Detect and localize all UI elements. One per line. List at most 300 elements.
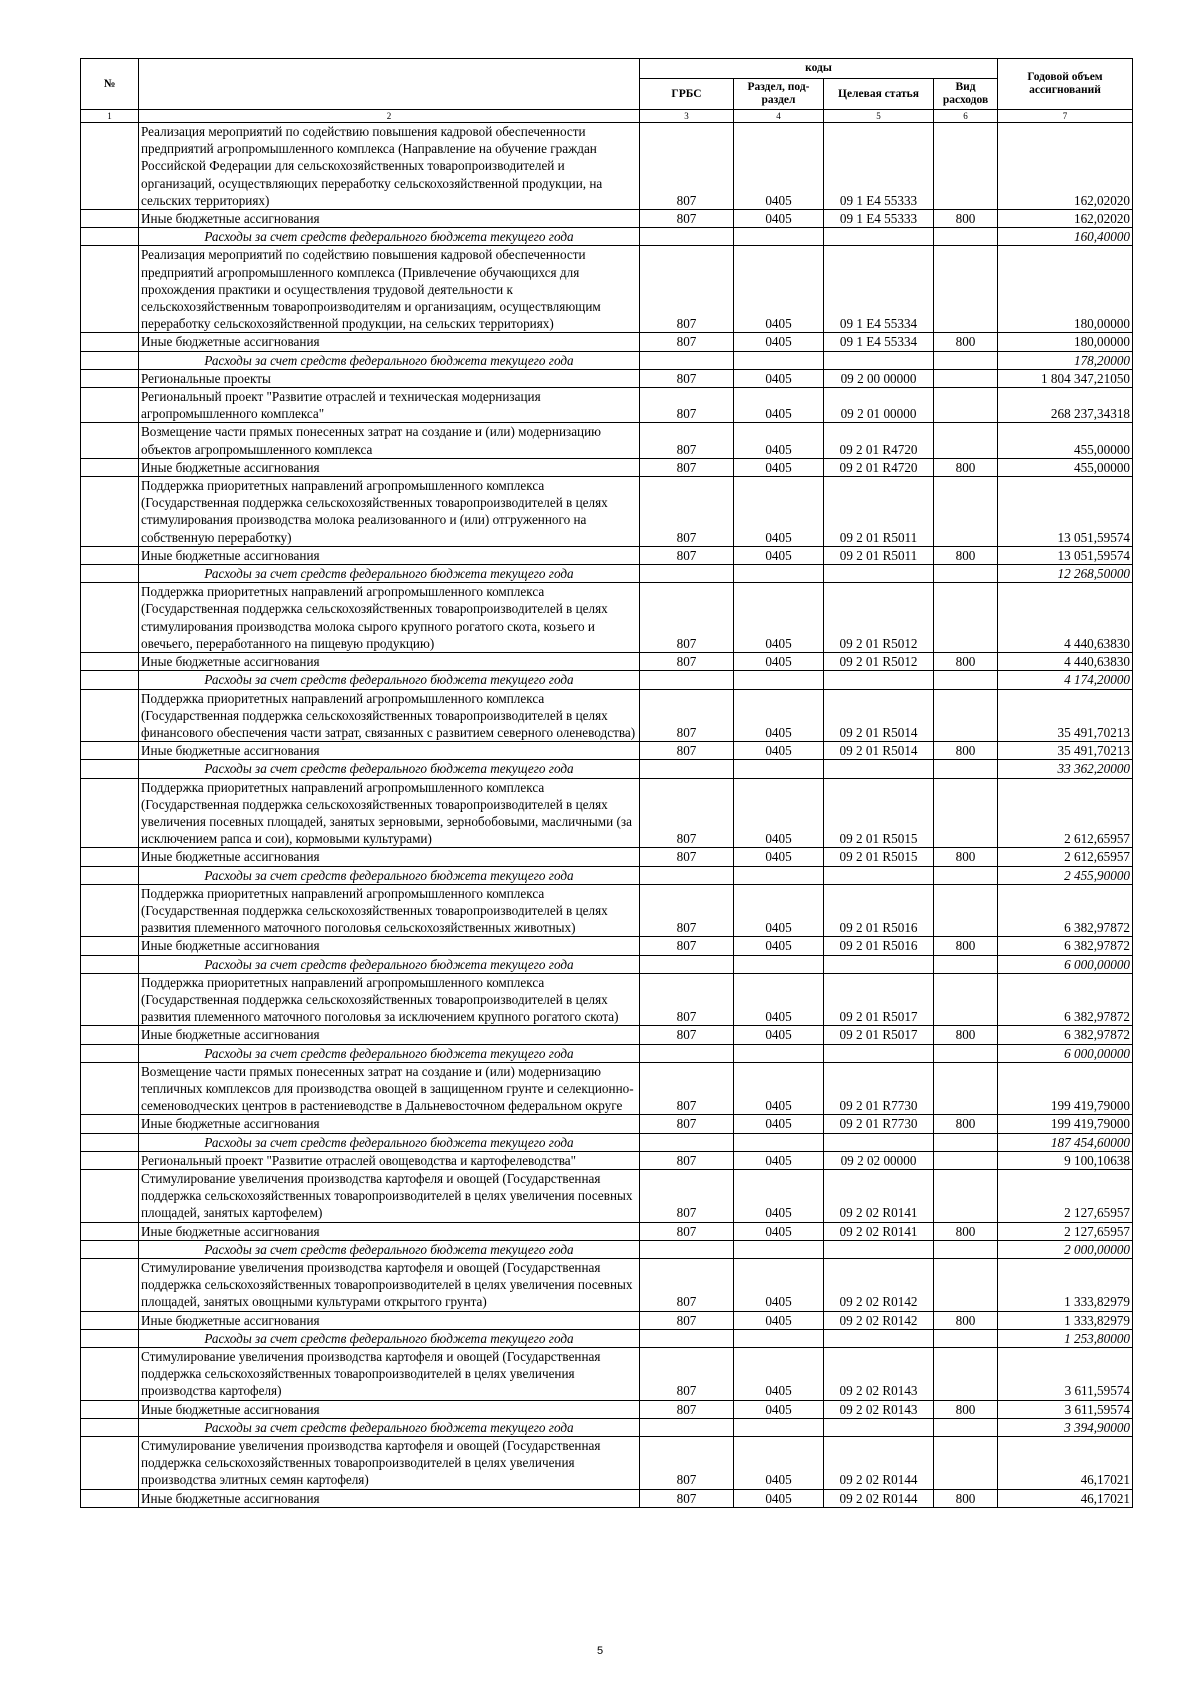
table-row: [81, 778, 1133, 848]
table-row: [81, 583, 1133, 653]
cell-cel: 09 2 02 R0141: [824, 1222, 934, 1240]
cell-vid: 800: [934, 848, 998, 866]
table-row: [81, 689, 1133, 742]
cell-name: Региональный проект "Развитие отраслей и техническая модернизация агропромышленного комплекса": [139, 388, 640, 423]
cell-grbs: 807: [640, 689, 734, 742]
cell-grbs: [640, 1044, 734, 1062]
cell-grbs: [640, 228, 734, 246]
cell-cel: 09 1 E4 55333: [824, 123, 934, 210]
cell-sum: 12 268,50000: [998, 565, 1133, 583]
cell-sum: 4 174,20000: [998, 671, 1133, 689]
cell-num: [81, 210, 139, 228]
cell-num: [81, 351, 139, 369]
cell-razdel: 0405: [734, 369, 824, 387]
cell-sum: 6 382,97872: [998, 937, 1133, 955]
cell-cel: [824, 760, 934, 778]
cell-cel: [824, 955, 934, 973]
cell-grbs: 807: [640, 210, 734, 228]
cell-grbs: 807: [640, 388, 734, 423]
cell-razdel: 0405: [734, 123, 824, 210]
cell-razdel: 0405: [734, 477, 824, 547]
cell-vid: [934, 760, 998, 778]
cell-razdel: [734, 1044, 824, 1062]
cell-razdel: [734, 351, 824, 369]
table-row: [81, 1222, 1133, 1240]
cell-name: Иные бюджетные ассигнования: [139, 1311, 640, 1329]
cell-name: Расходы за счет средств федерального бюджета текущего года: [139, 760, 640, 778]
cell-razdel: [734, 1329, 824, 1347]
column-number: 5: [824, 110, 934, 123]
cell-razdel: [734, 955, 824, 973]
cell-sum: 46,17021: [998, 1437, 1133, 1490]
cell-grbs: 807: [640, 477, 734, 547]
cell-name: Расходы за счет средств федерального бюджета текущего года: [139, 671, 640, 689]
cell-vid: [934, 1240, 998, 1258]
cell-razdel: 0405: [734, 583, 824, 653]
cell-name: Поддержка приоритетных направлений агропромышленного комплекса (Государственная поддержка сельскохозяйственных товаропроизводителей в целях стимулирования производства молока сырого крупного рогатого скота, козьего и овечьего, переработанного на пищевую продукцию): [139, 583, 640, 653]
cell-cel: 09 2 01 00000: [824, 388, 934, 423]
cell-vid: [934, 866, 998, 884]
cell-sum: 3 611,59574: [998, 1348, 1133, 1401]
table-row: [81, 246, 1133, 333]
cell-grbs: 807: [640, 937, 734, 955]
cell-grbs: [640, 866, 734, 884]
cell-sum: 6 382,97872: [998, 884, 1133, 937]
cell-sum: 180,00000: [998, 333, 1133, 351]
cell-vid: [934, 351, 998, 369]
federal-budget-row: [81, 955, 1133, 973]
cell-cel: 09 2 01 R5016: [824, 937, 934, 955]
cell-vid: [934, 778, 998, 848]
cell-vid: 800: [934, 1400, 998, 1418]
cell-vid: 800: [934, 333, 998, 351]
cell-sum: 1 333,82979: [998, 1311, 1133, 1329]
cell-name: Поддержка приоритетных направлений агропромышленного комплекса (Государственная поддержка сельскохозяйственных товаропроизводителей в целях развития племенного маточного поголовья сельскохозяйственных животных): [139, 884, 640, 937]
cell-vid: 800: [934, 1311, 998, 1329]
cell-cel: 09 2 01 R5017: [824, 1026, 934, 1044]
cell-cel: [824, 671, 934, 689]
cell-sum: 199 419,79000: [998, 1062, 1133, 1115]
cell-sum: 2 612,65957: [998, 848, 1133, 866]
cell-cel: 09 2 01 R5012: [824, 583, 934, 653]
cell-num: [81, 1222, 139, 1240]
cell-sum: 162,02020: [998, 210, 1133, 228]
cell-razdel: 0405: [734, 848, 824, 866]
cell-num: [81, 1026, 139, 1044]
cell-razdel: 0405: [734, 546, 824, 564]
federal-budget-row: [81, 351, 1133, 369]
cell-num: [81, 848, 139, 866]
cell-sum: 1 333,82979: [998, 1259, 1133, 1312]
cell-cel: [824, 1044, 934, 1062]
cell-num: [81, 1329, 139, 1347]
cell-sum: 13 051,59574: [998, 477, 1133, 547]
cell-cel: [824, 1418, 934, 1436]
cell-name: Иные бюджетные ассигнования: [139, 742, 640, 760]
cell-cel: 09 1 E4 55334: [824, 333, 934, 351]
cell-vid: 800: [934, 1026, 998, 1044]
cell-vid: 800: [934, 1115, 998, 1133]
cell-name: Стимулирование увеличения производства картофеля и овощей (Государственная поддержка сельскохозяйственных товаропроизводителей в целях увеличения посевных площадей, занятых овощными культурами открытого грунта): [139, 1259, 640, 1312]
cell-name: Расходы за счет средств федерального бюджета текущего года: [139, 1044, 640, 1062]
federal-budget-row: [81, 1044, 1133, 1062]
cell-sum: 187 454,60000: [998, 1133, 1133, 1151]
table-row: [81, 1437, 1133, 1490]
cell-sum: 199 419,79000: [998, 1115, 1133, 1133]
cell-cel: [824, 1240, 934, 1258]
cell-razdel: [734, 866, 824, 884]
cell-vid: [934, 228, 998, 246]
cell-sum: 162,02020: [998, 123, 1133, 210]
table-row: [81, 458, 1133, 476]
cell-vid: 800: [934, 937, 998, 955]
cell-razdel: 0405: [734, 388, 824, 423]
header-vid: Вид расходов: [934, 79, 998, 110]
cell-grbs: [640, 1329, 734, 1347]
cell-num: [81, 1169, 139, 1222]
cell-name: Стимулирование увеличения производства картофеля и овощей (Государственная поддержка сельскохозяйственных товаропроизводителей в целях увеличения производства элитных семян картофеля): [139, 1437, 640, 1490]
cell-grbs: 807: [640, 1400, 734, 1418]
cell-cel: [824, 228, 934, 246]
column-number: 4: [734, 110, 824, 123]
cell-razdel: 0405: [734, 1062, 824, 1115]
cell-grbs: [640, 1133, 734, 1151]
cell-vid: [934, 955, 998, 973]
table-row: [81, 1400, 1133, 1418]
cell-razdel: 0405: [734, 1489, 824, 1507]
cell-sum: 2 127,65957: [998, 1169, 1133, 1222]
cell-razdel: 0405: [734, 246, 824, 333]
cell-sum: 4 440,63830: [998, 653, 1133, 671]
cell-razdel: 0405: [734, 1026, 824, 1044]
header-grbs: ГРБС: [640, 79, 734, 110]
cell-name: Региональные проекты: [139, 369, 640, 387]
cell-name: Реализация мероприятий по содействию повышения кадровой обеспеченности предприятий агропромышленного комплекса (Привлечение обучающихся для прохождения практики и осуществления трудовой деятельности к сельскохозяйственным товаропроизводителям и организациям, осуществляющим переработку сельскохозяйственной продукции, на сельских территориях): [139, 246, 640, 333]
cell-grbs: [640, 351, 734, 369]
cell-grbs: 807: [640, 1151, 734, 1169]
cell-num: [81, 1062, 139, 1115]
cell-grbs: [640, 1240, 734, 1258]
cell-num: [81, 1489, 139, 1507]
federal-budget-row: [81, 228, 1133, 246]
cell-razdel: 0405: [734, 742, 824, 760]
cell-razdel: 0405: [734, 937, 824, 955]
table-row: [81, 546, 1133, 564]
cell-vid: [934, 1169, 998, 1222]
cell-grbs: 807: [640, 1169, 734, 1222]
cell-vid: [934, 388, 998, 423]
cell-num: [81, 1133, 139, 1151]
table-row: [81, 333, 1133, 351]
cell-vid: [934, 1348, 998, 1401]
table-row: [81, 1115, 1133, 1133]
cell-razdel: 0405: [734, 689, 824, 742]
cell-grbs: 807: [640, 1115, 734, 1133]
cell-num: [81, 653, 139, 671]
cell-vid: [934, 246, 998, 333]
cell-razdel: 0405: [734, 1169, 824, 1222]
table-row: [81, 937, 1133, 955]
cell-cel: 09 2 01 R5017: [824, 973, 934, 1026]
cell-vid: 800: [934, 210, 998, 228]
cell-grbs: 807: [640, 369, 734, 387]
cell-num: [81, 423, 139, 458]
cell-razdel: [734, 671, 824, 689]
cell-sum: 2 127,65957: [998, 1222, 1133, 1240]
cell-name: Иные бюджетные ассигнования: [139, 1400, 640, 1418]
cell-name: Расходы за счет средств федерального бюджета текущего года: [139, 866, 640, 884]
cell-name: Расходы за счет средств федерального бюджета текущего года: [139, 228, 640, 246]
cell-razdel: 0405: [734, 778, 824, 848]
federal-budget-row: [81, 1329, 1133, 1347]
cell-cel: 09 1 E4 55333: [824, 210, 934, 228]
cell-vid: 800: [934, 653, 998, 671]
table-row: [81, 210, 1133, 228]
cell-vid: [934, 565, 998, 583]
cell-num: [81, 1044, 139, 1062]
cell-num: [81, 689, 139, 742]
cell-cel: 09 2 01 R5011: [824, 477, 934, 547]
federal-budget-row: [81, 1133, 1133, 1151]
cell-vid: [934, 1062, 998, 1115]
cell-sum: 6 000,00000: [998, 955, 1133, 973]
cell-cel: 09 2 01 R5014: [824, 689, 934, 742]
table-row: [81, 1348, 1133, 1401]
column-number: 7: [998, 110, 1133, 123]
cell-sum: 46,17021: [998, 1489, 1133, 1507]
cell-name: Иные бюджетные ассигнования: [139, 1026, 640, 1044]
cell-name: Расходы за счет средств федерального бюджета текущего года: [139, 1133, 640, 1151]
cell-grbs: 807: [640, 742, 734, 760]
cell-name: Стимулирование увеличения производства картофеля и овощей (Государственная поддержка сельскохозяйственных товаропроизводителей в целях увеличения посевных площадей, занятых картофелем): [139, 1169, 640, 1222]
cell-num: [81, 1240, 139, 1258]
cell-vid: 800: [934, 1222, 998, 1240]
cell-cel: 09 2 02 R0141: [824, 1169, 934, 1222]
cell-num: [81, 477, 139, 547]
cell-name: Возмещение части прямых понесенных затрат на создание и (или) модернизацию тепличных комплексов для производства овощей в защищенном грунте и селекционно-семеноводческих центров в растениеводстве в Дальневосточном федеральном округе: [139, 1062, 640, 1115]
cell-sum: 35 491,70213: [998, 742, 1133, 760]
cell-razdel: 0405: [734, 1115, 824, 1133]
cell-name: Расходы за счет средств федерального бюджета текущего года: [139, 351, 640, 369]
cell-cel: 09 2 02 R0144: [824, 1489, 934, 1507]
cell-sum: 180,00000: [998, 246, 1133, 333]
cell-sum: 3 394,90000: [998, 1418, 1133, 1436]
cell-num: [81, 546, 139, 564]
cell-num: [81, 1311, 139, 1329]
cell-vid: [934, 1418, 998, 1436]
header-celevaya: Целевая статья: [824, 79, 934, 110]
cell-num: [81, 388, 139, 423]
cell-name: Иные бюджетные ассигнования: [139, 848, 640, 866]
cell-cel: 09 2 01 R5016: [824, 884, 934, 937]
cell-vid: [934, 123, 998, 210]
federal-budget-row: [81, 671, 1133, 689]
cell-num: [81, 123, 139, 210]
cell-name: Иные бюджетные ассигнования: [139, 210, 640, 228]
cell-vid: [934, 1044, 998, 1062]
header-razdel: Раздел, под-раздел: [734, 79, 824, 110]
cell-cel: 09 2 02 00000: [824, 1151, 934, 1169]
cell-vid: 800: [934, 742, 998, 760]
cell-vid: [934, 1259, 998, 1312]
cell-grbs: 807: [640, 1489, 734, 1507]
cell-razdel: 0405: [734, 458, 824, 476]
cell-vid: [934, 1133, 998, 1151]
cell-sum: 4 440,63830: [998, 583, 1133, 653]
cell-cel: 09 2 01 R5015: [824, 848, 934, 866]
table-row: [81, 742, 1133, 760]
cell-razdel: 0405: [734, 423, 824, 458]
cell-num: [81, 565, 139, 583]
cell-name: Поддержка приоритетных направлений агропромышленного комплекса (Государственная поддержка сельскохозяйственных товаропроизводителей в целях финансового обеспечения части затрат, связанных с развитием северного оленеводства): [139, 689, 640, 742]
column-number: 6: [934, 110, 998, 123]
table-row: [81, 123, 1133, 210]
cell-num: [81, 333, 139, 351]
cell-num: [81, 760, 139, 778]
column-number: 2: [139, 110, 640, 123]
cell-name: Расходы за счет средств федерального бюджета текущего года: [139, 565, 640, 583]
cell-razdel: 0405: [734, 333, 824, 351]
cell-sum: 1 804 347,21050: [998, 369, 1133, 387]
cell-num: [81, 583, 139, 653]
header-number: №: [81, 59, 139, 110]
cell-cel: 09 2 02 R0142: [824, 1259, 934, 1312]
cell-razdel: 0405: [734, 1400, 824, 1418]
table-row: [81, 477, 1133, 547]
cell-sum: 6 000,00000: [998, 1044, 1133, 1062]
cell-cel: 09 1 E4 55334: [824, 246, 934, 333]
column-number: 1: [81, 110, 139, 123]
cell-name: Иные бюджетные ассигнования: [139, 1489, 640, 1507]
cell-num: [81, 955, 139, 973]
cell-name: Расходы за счет средств федерального бюджета текущего года: [139, 955, 640, 973]
cell-razdel: 0405: [734, 1222, 824, 1240]
cell-vid: [934, 423, 998, 458]
cell-num: [81, 742, 139, 760]
cell-name: Иные бюджетные ассигнования: [139, 653, 640, 671]
cell-grbs: 807: [640, 333, 734, 351]
cell-cel: 09 2 01 R5012: [824, 653, 934, 671]
cell-name: Региональный проект "Развитие отраслей овощеводства и картофелеводства": [139, 1151, 640, 1169]
cell-razdel: 0405: [734, 1348, 824, 1401]
table-row: [81, 388, 1133, 423]
cell-sum: 3 611,59574: [998, 1400, 1133, 1418]
cell-grbs: 807: [640, 1437, 734, 1490]
cell-num: [81, 369, 139, 387]
cell-name: Расходы за счет средств федерального бюджета текущего года: [139, 1329, 640, 1347]
cell-sum: 160,40000: [998, 228, 1133, 246]
cell-sum: 2 455,90000: [998, 866, 1133, 884]
cell-num: [81, 1400, 139, 1418]
cell-sum: 178,20000: [998, 351, 1133, 369]
cell-razdel: [734, 228, 824, 246]
cell-vid: [934, 884, 998, 937]
cell-cel: [824, 866, 934, 884]
cell-cel: 09 2 02 R0142: [824, 1311, 934, 1329]
cell-grbs: 807: [640, 653, 734, 671]
cell-vid: [934, 671, 998, 689]
cell-razdel: [734, 1133, 824, 1151]
cell-vid: 800: [934, 1489, 998, 1507]
cell-num: [81, 973, 139, 1026]
cell-sum: 35 491,70213: [998, 689, 1133, 742]
cell-cel: [824, 351, 934, 369]
cell-grbs: 807: [640, 546, 734, 564]
cell-vid: [934, 1329, 998, 1347]
cell-cel: 09 2 01 R7730: [824, 1115, 934, 1133]
cell-grbs: [640, 955, 734, 973]
table-row: [81, 369, 1133, 387]
table-row: [81, 1151, 1133, 1169]
cell-razdel: [734, 1418, 824, 1436]
table-row: [81, 1026, 1133, 1044]
cell-name: Поддержка приоритетных направлений агропромышленного комплекса (Государственная поддержка сельскохозяйственных товаропроизводителей в целях стимулирования производства молока реализованного и (или) отгруженного на собственную переработку): [139, 477, 640, 547]
cell-grbs: [640, 671, 734, 689]
table-row: [81, 423, 1133, 458]
table-row: [81, 1169, 1133, 1222]
cell-sum: 1 253,80000: [998, 1329, 1133, 1347]
table-row: [81, 1062, 1133, 1115]
cell-razdel: 0405: [734, 210, 824, 228]
cell-num: [81, 778, 139, 848]
federal-budget-row: [81, 760, 1133, 778]
cell-grbs: 807: [640, 583, 734, 653]
cell-sum: 455,00000: [998, 458, 1133, 476]
cell-num: [81, 671, 139, 689]
cell-sum: 13 051,59574: [998, 546, 1133, 564]
federal-budget-row: [81, 866, 1133, 884]
cell-name: Расходы за счет средств федерального бюджета текущего года: [139, 1240, 640, 1258]
cell-vid: [934, 1151, 998, 1169]
page-number: 5: [596, 1645, 604, 1657]
cell-sum: 6 382,97872: [998, 973, 1133, 1026]
column-number: 3: [640, 110, 734, 123]
cell-sum: 2 000,00000: [998, 1240, 1133, 1258]
table-row: [81, 653, 1133, 671]
cell-vid: [934, 477, 998, 547]
cell-name: Иные бюджетные ассигнования: [139, 458, 640, 476]
cell-sum: 455,00000: [998, 423, 1133, 458]
table-body: [81, 123, 1133, 1508]
cell-name: Поддержка приоритетных направлений агропромышленного комплекса (Государственная поддержка сельскохозяйственных товаропроизводителей в целях развития племенного маточного поголовья за исключением крупного рогатого скота): [139, 973, 640, 1026]
cell-grbs: 807: [640, 123, 734, 210]
cell-num: [81, 1348, 139, 1401]
cell-razdel: [734, 1240, 824, 1258]
cell-cel: 09 2 02 R0144: [824, 1437, 934, 1490]
cell-num: [81, 228, 139, 246]
cell-grbs: 807: [640, 1348, 734, 1401]
table-row: [81, 848, 1133, 866]
cell-grbs: 807: [640, 458, 734, 476]
cell-grbs: [640, 760, 734, 778]
cell-vid: 800: [934, 546, 998, 564]
cell-grbs: 807: [640, 778, 734, 848]
federal-budget-row: [81, 1240, 1133, 1258]
cell-razdel: [734, 760, 824, 778]
cell-name: Возмещение части прямых понесенных затрат на создание и (или) модернизацию объектов агропромышленного комплекса: [139, 423, 640, 458]
cell-cel: 09 2 01 R4720: [824, 458, 934, 476]
cell-grbs: [640, 1418, 734, 1436]
cell-cel: 09 2 01 R5015: [824, 778, 934, 848]
cell-cel: 09 2 01 R5014: [824, 742, 934, 760]
cell-razdel: 0405: [734, 653, 824, 671]
cell-name: Расходы за счет средств федерального бюджета текущего года: [139, 1418, 640, 1436]
cell-num: [81, 937, 139, 955]
budget-table: [80, 58, 1133, 1508]
cell-vid: [934, 689, 998, 742]
cell-vid: 800: [934, 458, 998, 476]
cell-num: [81, 1259, 139, 1312]
